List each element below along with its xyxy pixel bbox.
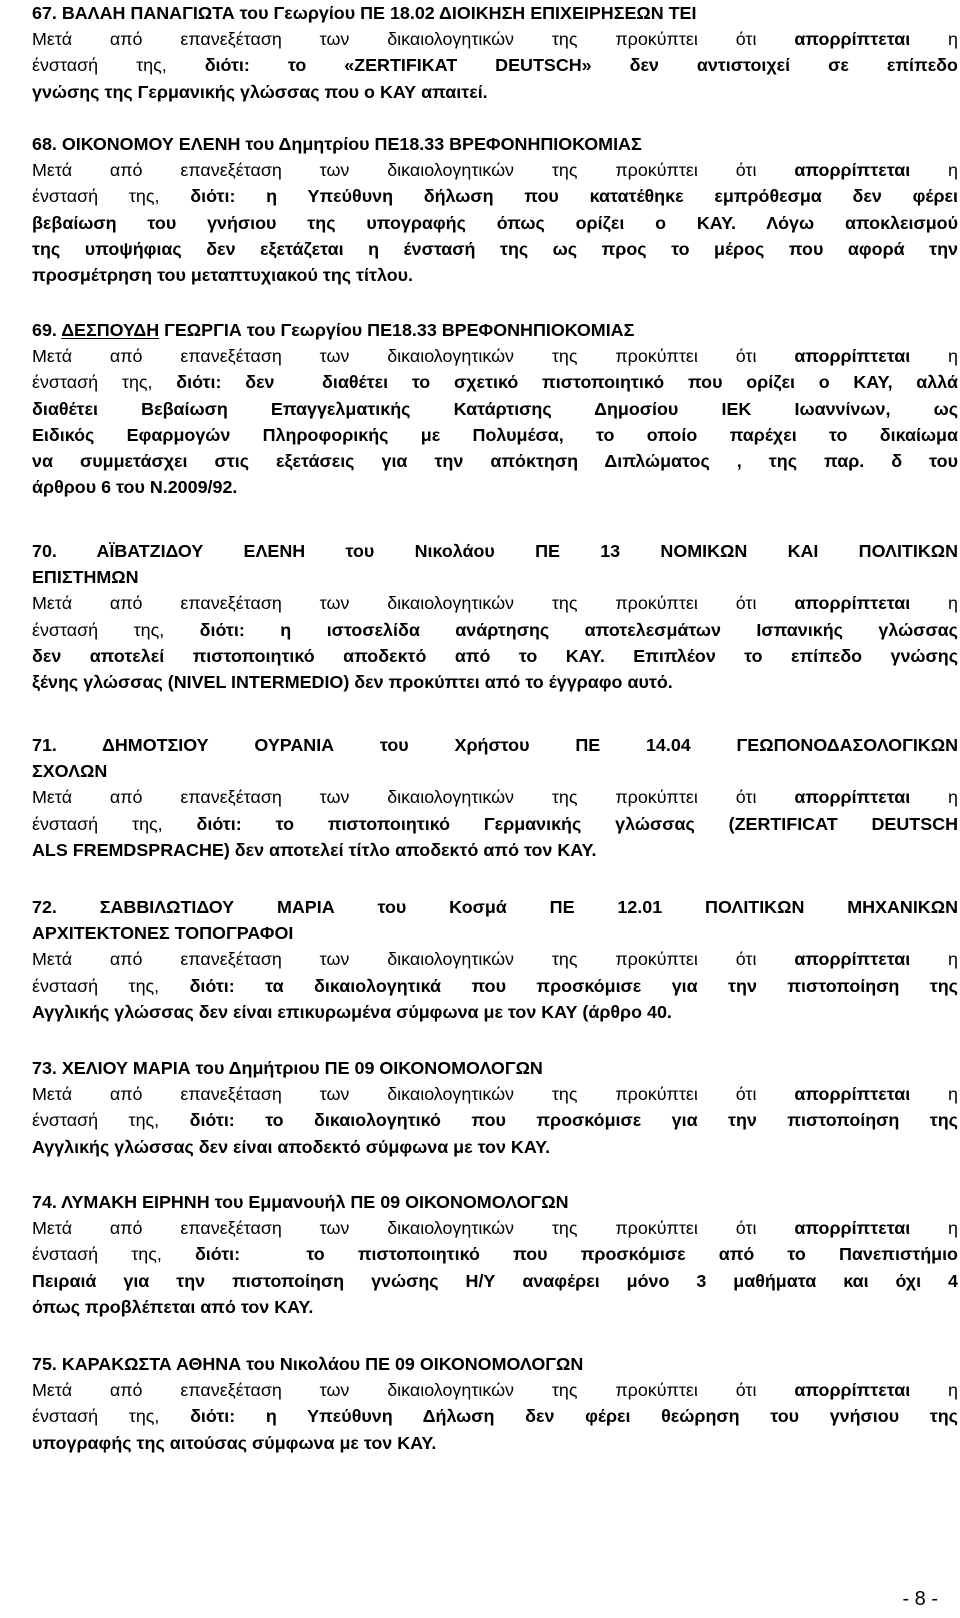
entry-verdict-line: Μετά από επανεξέταση των δικαιολογητικών της προκύπτει ότι απορρίπτεται η bbox=[32, 593, 958, 614]
entry-reason-line: όπως προβλέπεται από τον ΚΑΥ. bbox=[32, 1296, 314, 1317]
entry-69 bbox=[32, 317, 958, 500]
entry-verdict-line: Μετά από επανεξέταση των δικαιολογητικών της προκύπτει ότι απορρίπτεται η bbox=[32, 1218, 958, 1239]
entry-verdict-line: Μετά από επανεξέταση των δικαιολογητικών της προκύπτει ότι απορρίπτεται η bbox=[32, 160, 958, 181]
entry-72 bbox=[32, 894, 958, 1025]
verdict: απορρίπτεται bbox=[794, 949, 911, 970]
entry-reason-line: ένστασή της, διότι: το «ZERTIFIKAT DEUTSCH» δεν αντιστοιχεί σε επίπεδο bbox=[32, 55, 958, 76]
entry-reason-line: άρθρου 6 του Ν.2009/92. bbox=[32, 477, 238, 498]
entry-verdict-line: Μετά από επανεξέταση των δικαιολογητικών της προκύπτει ότι απορρίπτεται η bbox=[32, 949, 958, 970]
entry-heading: 70. ΑΪΒΑΤΖΙΔΟΥ ΕΛΕΝΗ του Νικολάου ΠΕ 13 ΝΟΜΙΚΩΝ ΚΑΙ ΠΟΛΙΤΙΚΩΝ bbox=[32, 541, 958, 561]
entry-reason-line: γνώσης της Γερμανικής γλώσσας που ο ΚΑΥ απαιτεί. bbox=[32, 81, 488, 102]
entry-reason-line: ένστασή της, διότι: το πιστοποιητικό Γερμανικής γλώσσας (ZERTIFICAT DEUTSCH bbox=[32, 813, 958, 834]
entry-heading: 68. ΟΙΚΟΝΟΜΟΥ ΕΛΕΝΗ του Δημητρίου ΠΕ18.33 ΒΡΕΦΟΝΗΠΙΟΚΟΜΙΑΣ bbox=[32, 134, 642, 154]
entry-67 bbox=[32, 0, 958, 105]
verdict: απορρίπτεται bbox=[794, 346, 911, 367]
entry-heading: 67. ΒΑΛΑΗ ΠΑΝΑΓΙΩΤΑ του Γεωργίου ΠΕ 18.02 ΔΙΟΙΚΗΣΗ ΕΠΙΧΕΙΡΗΣΕΩΝ ΤΕΙ bbox=[32, 3, 697, 23]
entry-verdict-line: Μετά από επανεξέταση των δικαιολογητικών της προκύπτει ότι απορρίπτεται η bbox=[32, 346, 958, 367]
entry-verdict-line: Μετά από επανεξέταση των δικαιολογητικών της προκύπτει ότι απορρίπτεται η bbox=[32, 29, 958, 50]
entry-reason-line: ένστασή της, διότι: η Υπεύθυνη δήλωση που κατατέθηκε εμπρόθεσμα δεν φέρει bbox=[32, 186, 958, 207]
verdict: απορρίπτεται bbox=[794, 1084, 911, 1105]
entry-heading: 73. ΧΕΛΙΟΥ ΜΑΡΙΑ του Δημήτριου ΠΕ 09 ΟΙΚΟΝΟΜΟΛΟΓΩΝ bbox=[32, 1058, 543, 1078]
entry-reason-line: ένστασή της, διότι: τα δικαιολογητικά που προσκόμισε για την πιστοποίηση της bbox=[32, 975, 958, 996]
entry-verdict-line: Μετά από επανεξέταση των δικαιολογητικών της προκύπτει ότι απορρίπτεται η bbox=[32, 1084, 958, 1105]
verdict: απορρίπτεται bbox=[794, 1218, 911, 1239]
entry-71 bbox=[32, 732, 958, 863]
entry-68 bbox=[32, 131, 958, 288]
entry-heading-cont: ΣΧΟΛΩΝ bbox=[32, 761, 108, 782]
entry-reason-line: Αγγλικής γλώσσας δεν είναι επικυρωμένα σύμφωνα με τον ΚΑΥ (άρθρο 40. bbox=[32, 1001, 672, 1022]
entry-reason-line: ξένης γλώσσας (NIVEL INTERMEDIO) δεν προκύπτει από το έγγραφο αυτό. bbox=[32, 672, 673, 693]
entry-reason-line: ένστασή της, διότι: η ιστοσελίδα ανάρτησης αποτελεσμάτων Ισπανικής γλώσσας bbox=[32, 619, 958, 640]
entry-73 bbox=[32, 1055, 958, 1160]
entry-reason-line: ένστασή της, διότι: το πιστοποιητικό που προσκόμισε από το Πανεπιστήμιο bbox=[32, 1244, 958, 1265]
entry-reason-line: Πειραιά για την πιστοποίηση γνώσης Η/Υ αναφέρει μόνο 3 μαθήματα και όχι 4 bbox=[32, 1270, 958, 1291]
entry-reason-line: της υποψήφιας δεν εξετάζεται η ένστασή της ως προς το μέρος που αφορά την bbox=[32, 238, 958, 259]
entry-heading-cont: ΕΠΙΣΤΗΜΩΝ bbox=[32, 567, 139, 588]
entry-verdict-line: Μετά από επανεξέταση των δικαιολογητικών της προκύπτει ότι απορρίπτεται η bbox=[32, 1380, 958, 1401]
entry-heading-cont: ΑΡΧΙΤΕΚΤΟΝΕΣ ΤΟΠΟΓΡΑΦΟΙ bbox=[32, 923, 294, 944]
entry-reason-line: ένστασή της, διότι: δεν διαθέτει το σχετικό πιστοποιητικό που ορίζει ο ΚΑΥ, αλλά bbox=[32, 372, 958, 393]
verdict: απορρίπτεται bbox=[794, 787, 911, 808]
entry-heading: 69. ΔΕΣΠΟΥΔΗ ΓΕΩΡΓΙΑ του Γεωργίου ΠΕ18.33 ΒΡΕΦΟΝΗΠΙΟΚΟΜΙΑΣ bbox=[32, 320, 635, 340]
entry-reason-line: Αγγλικής γλώσσας δεν είναι αποδεκτό σύμφωνα με τον ΚΑΥ. bbox=[32, 1136, 551, 1157]
entry-reason-line: διαθέτει Βεβαίωση Επαγγελματικής Κατάρτισης Δημοσίου ΙΕΚ Ιωαννίνων, ως bbox=[32, 398, 958, 419]
entry-reason-line: υπογραφής της αιτούσας σύμφωνα με τον ΚΑΥ. bbox=[32, 1432, 437, 1453]
verdict: απορρίπτεται bbox=[794, 29, 911, 50]
entry-reason-line: να συμμετάσχει στις εξετάσεις για την απόκτηση Διπλώματος , της παρ. δ του bbox=[32, 451, 958, 472]
entry-75 bbox=[32, 1351, 958, 1456]
entry-70 bbox=[32, 538, 958, 695]
verdict: απορρίπτεται bbox=[794, 160, 911, 181]
page-number: - 8 - bbox=[902, 1588, 938, 1610]
verdict: απορρίπτεται bbox=[794, 593, 911, 614]
entry-heading: 71. ΔΗΜΟΤΣΙΟΥ ΟΥΡΑΝΙΑ του Χρήστου ΠΕ 14.04 ΓΕΩΠΟΝΟΔΑΣΟΛΟΓΙΚΩΝ bbox=[32, 735, 958, 755]
entry-reason-line: δεν αποτελεί πιστοποιητικό αποδεκτό από το ΚΑΥ. Επιπλέον το επίπεδο γνώσης bbox=[32, 645, 958, 666]
entry-reason-line: ALS FREMDSPRACHE) δεν αποτελεί τίτλο αποδεκτό από τον ΚΑΥ. bbox=[32, 839, 597, 860]
entry-heading: 72. ΣΑΒΒΙΛΩΤΙΔΟΥ ΜΑΡΙΑ του Κοσμά ΠΕ 12.01 ΠΟΛΙΤΙΚΩΝ ΜΗΧΑΝΙΚΩΝ bbox=[32, 897, 958, 917]
verdict: απορρίπτεται bbox=[794, 1380, 911, 1401]
entry-verdict-line: Μετά από επανεξέταση των δικαιολογητικών της προκύπτει ότι απορρίπτεται η bbox=[32, 787, 958, 808]
entry-heading: 75. ΚΑΡΑΚΩΣΤΑ ΑΘΗΝΑ του Νικολάου ΠΕ 09 ΟΙΚΟΝΟΜΟΛΟΓΩΝ bbox=[32, 1354, 584, 1374]
entry-reason-line: ένστασή της, διότι: η Υπεύθυνη Δήλωση δεν φέρει θεώρηση του γνήσιου της bbox=[32, 1406, 958, 1427]
entry-reason-line: βεβαίωση του γνήσιου της υπογραφής όπως ορίζει ο ΚΑΥ. Λόγω αποκλεισμού bbox=[32, 212, 958, 233]
entry-74 bbox=[32, 1189, 958, 1320]
entry-heading: 74. ΛΥΜΑΚΗ ΕΙΡΗΝΗ του Εμμανουήλ ΠΕ 09 ΟΙΚΟΝΟΜΟΛΟΓΩΝ bbox=[32, 1192, 569, 1212]
entry-reason-line: Ειδικός Εφαρμογών Πληροφορικής με Πολυμέσα, το οποίο παρέχει το δικαίωμα bbox=[32, 424, 958, 445]
entry-reason-line: ένστασή της, διότι: το δικαιολογητικό που προσκόμισε για την πιστοποίηση της bbox=[32, 1110, 958, 1131]
entry-reason-line: προσμέτρηση του μεταπτυχιακού της τίτλου. bbox=[32, 265, 414, 286]
